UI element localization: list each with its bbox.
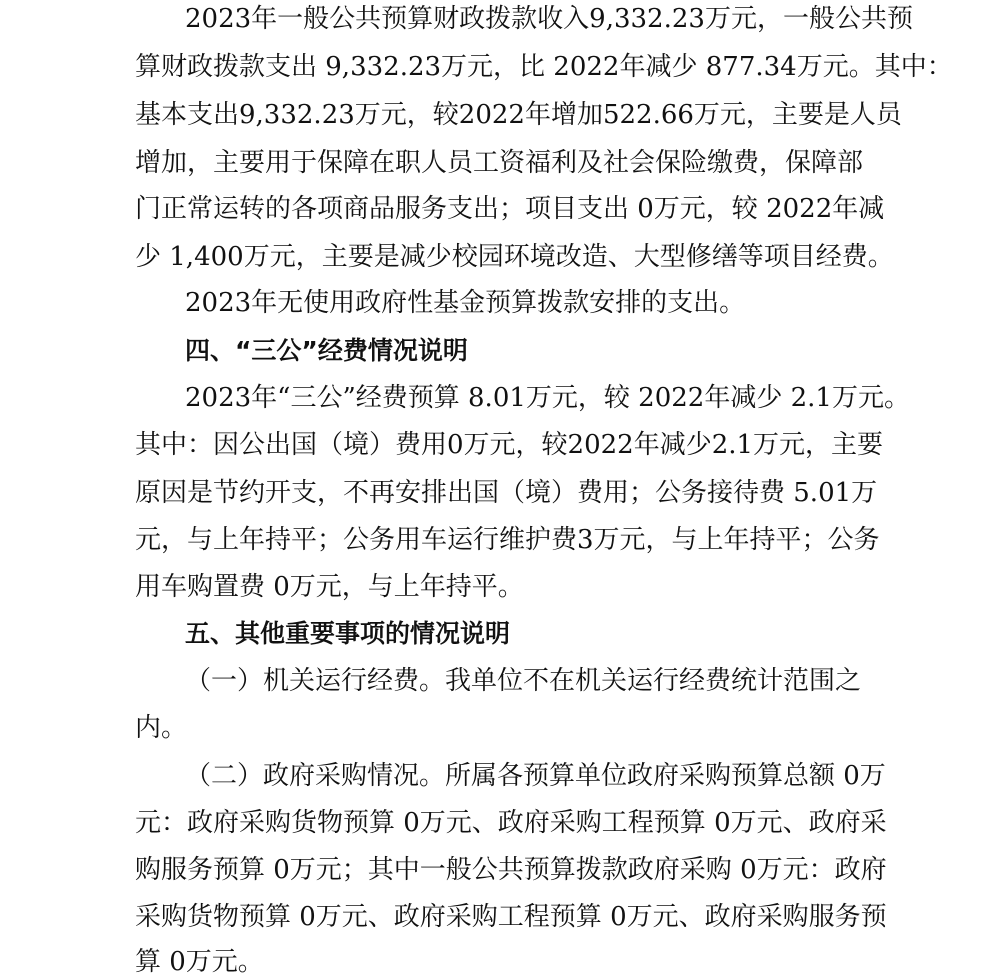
paragraph-4-line-2: 内。 — [135, 713, 188, 743]
paragraph-5-line-5: 算 0万元。 — [135, 947, 264, 977]
paragraph-3-line-1: 2023年“三公”经费预算 8.01万元，较 2022年减少 2.1万元。 — [185, 383, 910, 413]
paragraph-3-line-5: 用车购置费 0万元，与上年持平。 — [135, 572, 524, 602]
paragraph-2-line-1: 2023年无使用政府性基金预算拨款安排的支出。 — [185, 288, 746, 318]
paragraph-1-line-4: 增加，主要用于保障在职人员工资福利及社会保险缴费，保障部 — [135, 148, 864, 178]
paragraph-3-line-2: 其中：因公出国（境）费用0万元，较2022年减少2.1万元，主要 — [135, 430, 884, 460]
section-heading-4: 四、“三公”经费情况说明 — [185, 336, 468, 365]
paragraph-1-line-3: 基本支出9,332.23万元，较2022年增加522.66万元，主要是人员 — [135, 100, 902, 130]
paragraph-1-line-1: 2023年一般公共预算财政拨款收入9,332.23万元，一般公共预 — [185, 4, 913, 34]
paragraph-5-line-2: 元：政府采购货物预算 0万元、政府采购工程预算 0万元、政府采 — [135, 808, 887, 838]
paragraph-3-line-3: 原因是节约开支，不再安排出国（境）费用；公务接待费 5.01万 — [135, 478, 878, 508]
paragraph-1-line-2: 算财政拨款支出 9,332.23万元，比 2022年减少 877.34万元。其中： — [135, 52, 953, 82]
paragraph-1-line-5: 门正常运转的各项商品服务支出；项目支出 0万元，较 2022年减 — [135, 194, 885, 224]
paragraph-4-line-1: （一）机关运行经费。我单位不在机关运行经费统计范围之 — [185, 666, 862, 696]
section-heading-5: 五、其他重要事项的情况说明 — [185, 619, 511, 648]
paragraph-3-line-4: 元，与上年持平；公务用车运行维护费3万元，与上年持平；公务 — [135, 525, 880, 555]
paragraph-5-line-3: 购服务预算 0万元；其中一般公共预算拨款政府采购 0万元：政府 — [135, 855, 887, 885]
paragraph-1-line-6: 少 1,400万元，主要是减少校园环境改造、大型修缮等项目经费。 — [135, 242, 894, 272]
paragraph-5-line-4: 采购货物预算 0万元、政府采购工程预算 0万元、政府采购服务预 — [135, 902, 887, 932]
paragraph-5-line-1: （二）政府采购情况。所属各预算单位政府采购预算总额 0万 — [185, 761, 886, 791]
